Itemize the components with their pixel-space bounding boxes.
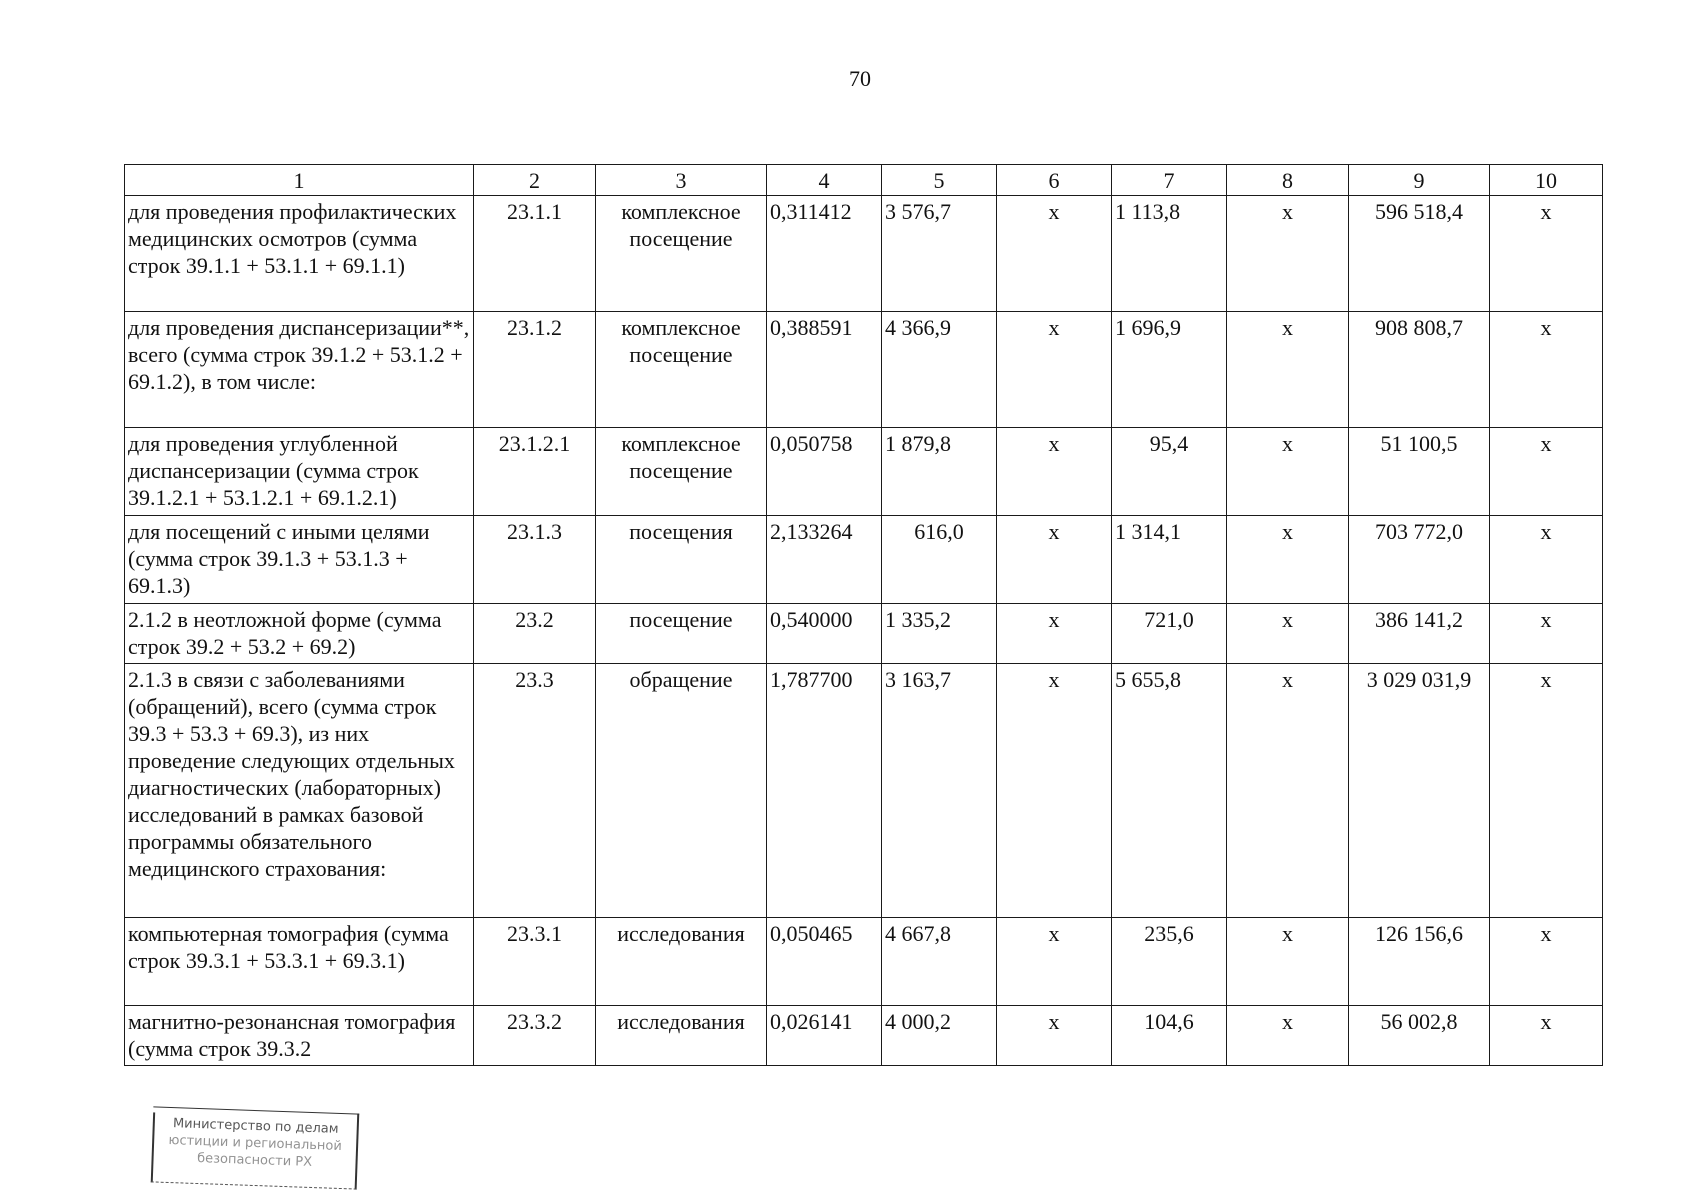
row-value-5: 1 335,2: [882, 604, 997, 664]
column-header: 1: [125, 165, 474, 196]
row-value-5: 4 000,2: [882, 1006, 997, 1066]
row-unit: комплексное посещение: [596, 196, 767, 312]
table-row: [125, 428, 1603, 516]
row-value-8: х: [1227, 312, 1349, 428]
stamp-text: [157, 1115, 353, 1173]
row-value-10: х: [1490, 1006, 1603, 1066]
row-value-9: 51 100,5: [1349, 428, 1490, 516]
row-value-5: 616,0: [882, 516, 997, 604]
table-row: [125, 312, 1603, 428]
row-value-6: х: [997, 196, 1112, 312]
row-value-8: х: [1227, 428, 1349, 516]
row-name: 2.1.2 в неотложной форме (сумма строк 39.2 + 53.2 + 69.2): [125, 604, 474, 664]
row-line-number: 23.3.1: [474, 918, 596, 1006]
row-line-number: 23.3: [474, 664, 596, 918]
row-value-4: 0,050758: [767, 428, 882, 516]
row-name: 2.1.3 в связи с заболеваниями (обращений), всего (сумма строк 39.3 + 53.3 + 69.3), из них проведение следующих отдельных диагностических (лабораторных) исследований в рамках базовой программы обязательного медицинского страхования:: [125, 664, 474, 918]
stamp-border: [151, 1112, 155, 1182]
header-row: [125, 165, 1603, 196]
stamp-border: [355, 1114, 360, 1190]
row-value-6: х: [997, 918, 1112, 1006]
row-value-10: х: [1490, 312, 1603, 428]
column-header: 7: [1112, 165, 1227, 196]
column-header: 8: [1227, 165, 1349, 196]
table-row: [125, 664, 1603, 918]
row-value-5: 1 879,8: [882, 428, 997, 516]
column-header: 10: [1490, 165, 1603, 196]
row-value-9: 703 772,0: [1349, 516, 1490, 604]
row-value-9: 126 156,6: [1349, 918, 1490, 1006]
row-value-4: 1,787700: [767, 664, 882, 918]
row-line-number: 23.1.2: [474, 312, 596, 428]
row-value-4: 0,540000: [767, 604, 882, 664]
row-value-9: 3 029 031,9: [1349, 664, 1490, 918]
row-value-6: х: [997, 1006, 1112, 1066]
column-header: 9: [1349, 165, 1490, 196]
row-line-number: 23.2: [474, 604, 596, 664]
stamp-border: [153, 1106, 359, 1114]
row-value-5: 4 366,9: [882, 312, 997, 428]
row-unit: комплексное посещение: [596, 312, 767, 428]
row-value-7: 1 113,8: [1112, 196, 1227, 312]
row-name: для проведения профилактических медицинских осмотров (сумма строк 39.1.1 + 53.1.1 + 69.1.1): [125, 196, 474, 312]
row-value-6: х: [997, 664, 1112, 918]
row-value-9: 386 141,2: [1349, 604, 1490, 664]
column-header: 5: [882, 165, 997, 196]
row-unit: посещение: [596, 604, 767, 664]
row-value-10: х: [1490, 664, 1603, 918]
row-value-10: х: [1490, 516, 1603, 604]
row-value-5: 4 667,8: [882, 918, 997, 1006]
page-number: 70: [849, 66, 871, 91]
row-value-6: х: [997, 312, 1112, 428]
row-name: для проведения диспансеризации**, всего (сумма строк 39.1.2 + 53.1.2 + 69.1.2), в том числе:: [125, 312, 474, 428]
row-line-number: 23.1.3: [474, 516, 596, 604]
data-table: [124, 164, 1603, 1066]
row-value-9: 56 002,8: [1349, 1006, 1490, 1066]
column-header: 6: [997, 165, 1112, 196]
row-value-8: х: [1227, 918, 1349, 1006]
row-name: компьютерная томография (сумма строк 39.3.1 + 53.3.1 + 69.3.1): [125, 918, 474, 1006]
row-value-4: 0,311412: [767, 196, 882, 312]
stamp-line: юстиции и региональной: [168, 1132, 343, 1155]
row-line-number: 23.1.1: [474, 196, 596, 312]
row-unit: исследования: [596, 1006, 767, 1066]
row-value-5: 3 576,7: [882, 196, 997, 312]
row-name: для проведения углубленной диспансеризации (сумма строк 39.1.2.1 + 53.1.2.1 + 69.1.2.1): [125, 428, 474, 516]
row-value-7: 104,6: [1112, 1006, 1227, 1066]
row-value-10: х: [1490, 918, 1603, 1006]
column-header: 2: [474, 165, 596, 196]
row-value-7: 235,6: [1112, 918, 1227, 1006]
row-value-4: 0,050465: [767, 918, 882, 1006]
row-unit: обращение: [596, 664, 767, 918]
row-value-7: 721,0: [1112, 604, 1227, 664]
row-name: магнитно-резонансная томография (сумма строк 39.3.2: [125, 1006, 474, 1066]
table-row: [125, 604, 1603, 664]
column-header: 4: [767, 165, 882, 196]
row-unit: исследования: [596, 918, 767, 1006]
row-value-8: х: [1227, 1006, 1349, 1066]
row-line-number: 23.3.2: [474, 1006, 596, 1066]
stamp-line: безопасности РХ: [196, 1150, 313, 1170]
row-value-4: 0,026141: [767, 1006, 882, 1066]
row-value-9: 596 518,4: [1349, 196, 1490, 312]
row-value-6: х: [997, 428, 1112, 516]
row-value-9: 908 808,7: [1349, 312, 1490, 428]
row-value-7: 1 314,1: [1112, 516, 1227, 604]
row-value-6: х: [997, 604, 1112, 664]
table-row: [125, 918, 1603, 1006]
row-value-8: х: [1227, 196, 1349, 312]
row-line-number: 23.1.2.1: [474, 428, 596, 516]
row-value-7: 95,4: [1112, 428, 1227, 516]
row-unit: посещения: [596, 516, 767, 604]
row-value-8: х: [1227, 516, 1349, 604]
row-name: для посещений с иными целями (сумма строк 39.1.3 + 53.1.3 + 69.1.3): [125, 516, 474, 604]
row-value-7: 5 655,8: [1112, 664, 1227, 918]
stamp-line: Министерство по делам: [172, 1116, 339, 1137]
table-row: [125, 516, 1603, 604]
table-row: [125, 196, 1603, 312]
row-value-6: х: [997, 516, 1112, 604]
row-value-8: х: [1227, 604, 1349, 664]
row-value-10: х: [1490, 196, 1603, 312]
table-row: [125, 1006, 1603, 1066]
row-value-4: 0,388591: [767, 312, 882, 428]
row-value-10: х: [1490, 604, 1603, 664]
column-header: 3: [596, 165, 767, 196]
row-value-7: 1 696,9: [1112, 312, 1227, 428]
row-value-8: х: [1227, 664, 1349, 918]
ministry-stamp: [151, 1106, 360, 1189]
row-value-10: х: [1490, 428, 1603, 516]
stamp-border: [151, 1181, 357, 1189]
row-unit: комплексное посещение: [596, 428, 767, 516]
row-value-5: 3 163,7: [882, 664, 997, 918]
row-value-4: 2,133264: [767, 516, 882, 604]
